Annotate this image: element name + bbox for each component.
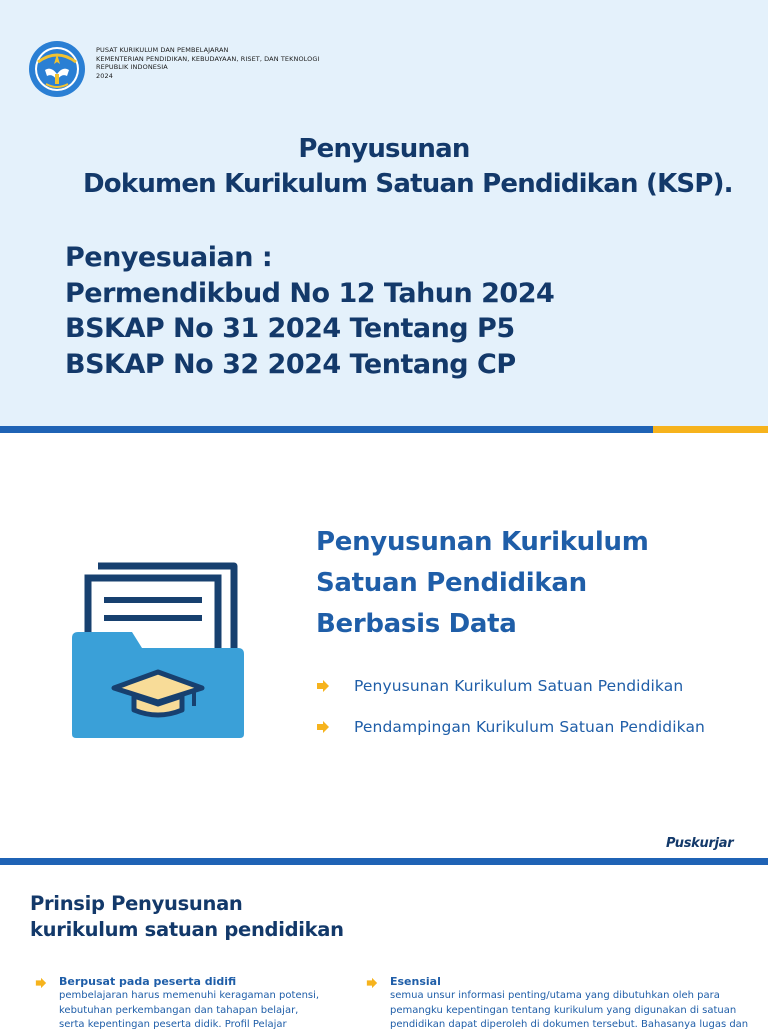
bullet-item [316,677,683,695]
adjustment-item: BSKAP No 31 2024 Tentang P5 [65,313,515,344]
organization-name [96,46,320,80]
tut-wuri-handayani-logo [28,40,86,98]
principle-body [59,989,365,1033]
arrow-right-icon [366,977,378,989]
principle-heading: Esensial [390,975,441,988]
principle-body-line: pendidikan dapat diperoleh di dokumen tersebut. Bahasanya lugas dan [390,1019,749,1030]
principle-body-line: serta kepentingan peserta didik. Profil Pelajar [59,1019,287,1030]
divider-band-yellow [653,426,768,433]
principle-body-line: pembelajaran harus memenuhi keragaman potensi, [59,990,320,1001]
bullet-label: Pendampingan Kurikulum Satuan Pendidikan [354,718,705,736]
adjustment-item: BSKAP No 32 2024 Tentang CP [65,348,516,380]
slide-1-title-line-2: Dokumen Kurikulum Satuan Pendidikan (KSP). [83,169,733,199]
bullet-label: Penyusunan Kurikulum Satuan Pendidikan [354,677,684,695]
divider-band-blue [0,858,768,865]
principle-body [390,989,749,1033]
slide-2-title-line: Berbasis Data [316,609,517,639]
principle-body-line: semua unsur informasi penting/utama yang dibutuhkan oleh para [390,990,720,1001]
slide-3-title [30,891,344,943]
slide-3-title-line: kurikulum satuan pendidikan [30,918,344,941]
slide-3-title-line: Prinsip Penyusunan [30,892,243,915]
adjustment-heading: Penyesuaian : [65,242,273,273]
slide-2-title-line: Satuan Pendidikan [316,568,587,598]
adjustment-list [65,240,554,382]
slide-2-title [316,522,649,645]
arrow-right-icon [316,679,330,693]
principle-body-line: pemangku kepentingan tentang kurikulum yang digunakan di satuan [390,1004,737,1016]
arrow-right-icon [316,720,330,734]
slide-1-title-line-1: Penyusunan [298,134,470,164]
org-line: KEMENTERIAN PENDIDIKAN, KEBUDAYAAN, RISET, DAN TEKNOLOGI [96,54,320,63]
bullet-item [316,718,705,736]
principle-heading: Berpusat pada peserta didifi [59,975,237,988]
adjustment-item: Permendikbud No 12 Tahun 2024 [65,277,555,309]
brand-logo: Puskurjar [666,836,734,851]
divider-band-blue [0,426,653,433]
org-line: REPUBLIK INDONESIA [96,63,168,71]
folder-graduation-cap-icon [70,560,246,740]
org-line: PUSAT KURIKULUM DAN PEMBELAJARAN [96,46,229,54]
org-line: 2024 [96,71,113,80]
principle-body-line: kebutuhan perkembangan dan tahapan belajar, [59,1004,299,1016]
slide-2-title-line: Penyusunan Kurikulum [316,527,649,557]
arrow-right-icon [35,977,47,989]
